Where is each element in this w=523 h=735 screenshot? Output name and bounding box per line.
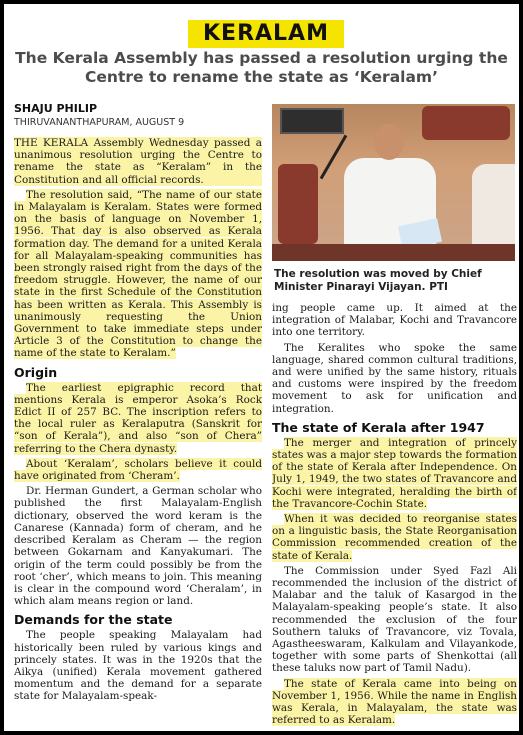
dateline: THIRUVANANTHAPURAM, AUGUST 9 [14,117,185,128]
paragraph [272,437,517,510]
highlighted-text: The state of Kerala came into being on November 1, 1956. While the name in English was Kerala, in Malayalam, the state was referred to as Keralam. [272,677,517,727]
newspaper-clipping [4,4,519,731]
article-column-1 [14,137,262,727]
paragraph: The people speaking Malayalam had historically been ruled by various kings and princely states. It was in the 1920s that the Aikya (unified) Kerala movement gathered momentum and the demand for a separate state for Malayalam-speak- [14,629,262,703]
photo-screen [280,108,344,134]
paragraph: Dr. Herman Gundert, a German scholar who published the first Malayalam-English dictionary, observed the word keram is the Canarese (Kannada) form of cheram, and he described Keralam as Cheram — the region between Gokarnam and Kanyakumari. The origin of the term could possibly be from the root ‘cher’, which means to join. This meaning is clear in the compound word ‘Cheralam’, in which alam means region or land. [14,485,262,608]
section-heading-demands: Demands for the state [14,612,173,628]
section-heading-state: The state of Kerala after 1947 [272,419,485,435]
headline: The Kerala Assembly has passed a resolution urging the Centre to rename the state as ‘Keralam’ [15,49,508,86]
photo-caption: The resolution was moved by Chief Minister Pinarayi Vijayan. PTI [274,268,482,293]
paragraph [272,678,517,727]
highlighted-text: The earliest epigraphic record that mentions Kerala is emperor Asoka’s Rock Edict II of 257 BC. The inscription refers to the local ruler as Keralaputra (Sanskrit for “son of Kerala”), and also “son of Chera” referring to the Chera dynasty. [14,381,262,455]
paragraph: ing people came up. It aimed at the integration of Malabar, Kochi and Travancore into one territory. [272,302,517,339]
byline: SHAJU PHILIP [14,102,98,115]
highlighted-text: When it was decided to reorganise states on a linguistic basis, the State Reorganisation Commission recommended creation of the state of Kerala. [272,513,517,562]
photo-desk [272,244,515,261]
paragraph: The Commission under Syed Fazl Ali recommended the inclusion of the district of Malabar and the taluk of Kasargod in the Malayalam-speaking people’s state. It also recommended the exclusion of the four Southern taluks of Travancore, viz Tovala, Agastheeswaram, Kalkulam and Vilayankode, together with some parts of Shenkottai (all these taluks now part of Tamil Nadu). [272,564,517,675]
article-column-2 [272,302,517,727]
kicker-label: KERALAM [188,20,344,48]
paragraph: The Keralites who spoke the same language, shared common cultural traditions, and were unified by the same history, rituals and customs were inspired by the freedom movement to ask for unification and integration. [272,341,517,415]
photo-speaker-head [374,124,404,160]
paragraph [272,513,517,562]
highlighted-text: About ‘Keralam’, scholars believe it could have originated from ‘Cheram’. [14,457,262,483]
photo-seat [278,164,318,244]
paragraph [14,458,262,482]
section-heading-origin: Origin [14,364,58,380]
paragraph [14,189,262,360]
highlighted-text: The merger and integration of princely states was a major step towards the formation of the state of Kerala after Independence. On July 1, 1949, the two states of Travancore and Kochi were integrated, heralding the birth of the Travancore-Cochin State. [272,436,517,510]
paragraph: THE KERALA Assembly Wednesday passed a unanimous resolution urging the Centre to rename the state as “Keralam” in the Constitution and all official records. [14,137,262,186]
microphone-icon [320,135,348,180]
news-photo [272,104,515,261]
photo-seat [422,106,510,140]
highlighted-text: The resolution said, “The name of our state in Malayalam is Keralam. States were formed on the basis of language on November 1, 1956. That day is also observed as Kerala formation day. The demand for a united Kerala for all Malayalam-speaking communities has been strongly raised right from the days of the freedom struggle. However, the name of our state in the first Schedule of the Constitution has been written as Kerala. This Assembly is unanimously requesting the Union Government to take immediate steps under Article 3 of the Constitution to change the name of the state to Keralam.” [14,188,262,360]
paragraph [14,382,262,455]
